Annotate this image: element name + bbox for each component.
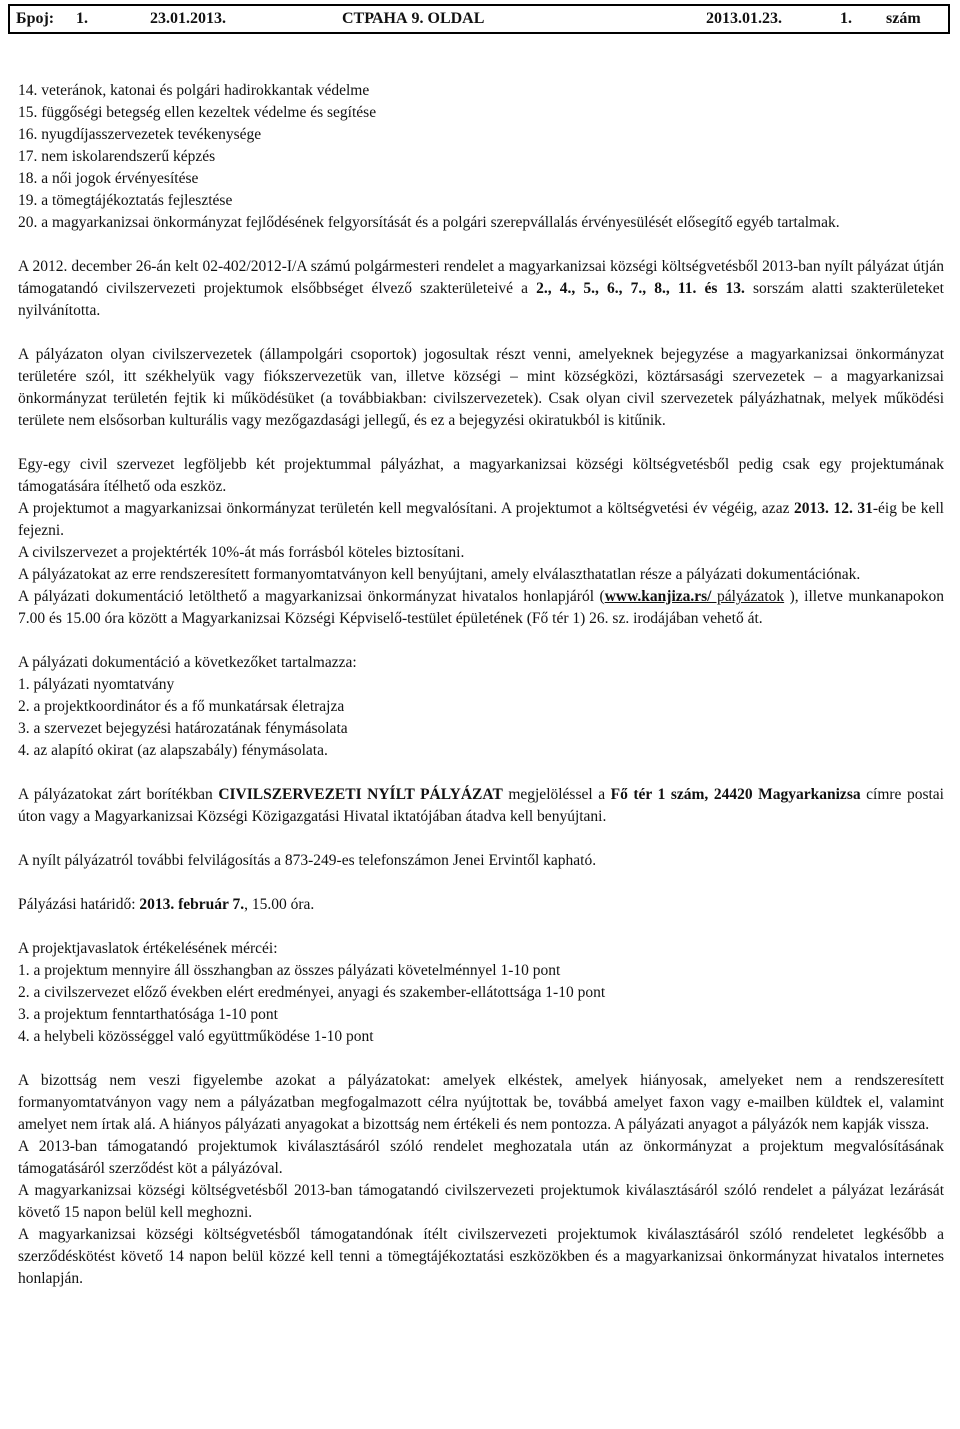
page-header (8, 4, 950, 34)
list-item: 19. a tömegtájékoztatás fejlesztése (18, 192, 233, 209)
list-item: 15. függőségi betegség ellen kezeltek védelme és segítése (18, 104, 377, 121)
list-item: 16. nyugdíjasszervezetek tevékenysége (18, 126, 262, 143)
list-item: 2. a civilszervezet előző években elért eredményei, anyagi és szakember-ellátottsága 1-10 pont (18, 984, 606, 1001)
field-list (18, 80, 944, 234)
header-page-label: СТРАНА 9. OLDAL (342, 10, 485, 27)
form-paragraph: A pályázatokat az erre rendszeresített formanyomtatványon kell benyújtani, amely elválaszthatatlan része a pályázati dokumentációnak. (18, 566, 861, 583)
download-paragraph: A pályázati dokumentáció letölthető a magyarkanizsai önkormányzat hivatalos honlapjáról (www.kanjiza.rs/ pályázatok ), illetve munkanapokon 7.00 és 15.00 óra között a Magyarkanizsai Községi Képviselő-testület épületének (Fő tér 1) 26. sz. irodájában vehető át. (18, 588, 944, 627)
list-item: 2. a projektkoordinátor és a fő munkatársak életrajza (18, 698, 345, 715)
list-item: 4. az alapító okirat (az alapszabály) fénymásolata. (18, 742, 328, 759)
header-broj-label: Број: (16, 10, 55, 27)
criteria-title: A projektjavaslatok értékelésének mércéi: (18, 940, 278, 957)
postal-address: Fő tér 1 szám, 24420 Magyarkanizsa (610, 786, 861, 803)
info-paragraph: A nyílt pályázatról további felvilágosítás a 873-249-es telefonszámon Jenei Ervintől kapható. (18, 852, 597, 869)
list-item: 1. pályázati nyomtatvány (18, 676, 175, 693)
website-link[interactable]: www.kanjiza.rs/ pályázatok (604, 588, 785, 605)
envelope-label: CIVILSZERVEZETI NYÍLT PÁLYÁZAT (218, 786, 503, 803)
list-item: 17. nem iskolarendszerű képzés (18, 148, 216, 165)
header-broj-number: 1. (76, 10, 88, 27)
list-item: 18. a női jogok érvényesítése (18, 170, 199, 187)
deadline-paragraph: Pályázási határidő: 2013. február 7., 15.00 óra. (18, 896, 315, 913)
list-item: 1. a projektum mennyire áll összhangban az összes pályázati követelménnyel 1-10 pont (18, 962, 561, 979)
documentation-title: A pályázati dokumentáció a következőket tartalmazza: (18, 654, 357, 671)
priority-fields: 2., 4., 5., 6., 7., 8., 11. és 13. (536, 280, 745, 297)
list-item: 3. a projektum fenntarthatósága 1-10 pont (18, 1006, 278, 1023)
max-projects-paragraph: Egy-egy civil szervezet legföljebb két projektummal pályázhat, a magyarkanizsai községi költségvetésből pedig csak egy projektumának támogatására ítélhető oda eszköz. (18, 456, 944, 495)
eligibility-paragraph: A pályázaton olyan civilszervezetek (állampolgári csoportok) jogosultak részt venni, amelyeknek bejegyzése a magyarkanizsai önkormányzat területére szól, itt székhelyük vagy fiókszervezetük van, illetve községi – mint községközi, köztársasági szervezetek – a magyarkanizsai önkormányzat területén fejtik ki működésüket (a továbbiakban: civilszervezetek). Csak olyan civil szervezetek pályázhatnak, melyek működési területe nem elsősorban kulturális vagy mezőgazdasági jellegű, és ez a bejegyzési okiratukból is kitűnik. (18, 346, 944, 429)
header-date-sr: 23.01.2013. (150, 10, 226, 27)
list-item: 20. a magyarkanizsai önkormányzat fejlődésének felgyorsítását és a polgári szerepvállalás érvényesülését elősegítő egyéb tartalmak. (18, 214, 840, 231)
cofunding-paragraph: A civilszervezet a projektérték 10%-át más forrásból köteles biztosítani. (18, 544, 465, 561)
document-body (18, 80, 944, 1290)
deadline-date: 2013. február 7. (139, 896, 245, 913)
submission-paragraph: A pályázatokat zárt borítékban CIVILSZERVEZETI NYÍLT PÁLYÁZAT megjelöléssel a Fő tér 1 szám, 24420 Magyarkanizsa címre postai úton vagy a Magyarkanizsai Községi Közigazgatási Hivatal iktatójában átadva kell benyújtani. (18, 786, 944, 825)
list-item: 4. a helybeli közösséggel való együttműködése 1-10 pont (18, 1028, 374, 1045)
rejection-paragraph: A bizottság nem veszi figyelembe azokat a pályázatokat: amelyek elkéstek, amelyek hiányosak, amelyeket nem a rendszeresített formanyomtatványon vagy nem a pályázatban megfogalmazott célra nyújtottak be, továbbá amelyet faxon vagy e-mailben küldtek el, valamint amelyet nem írtak alá. A hiányos pályázati anyagokat a bizottság nem értékeli és nem pontozza. A pályázati anyagot a pályázók nem kapják vissza. (18, 1072, 944, 1133)
realization-paragraph: A projektumot a magyarkanizsai önkormányzat területén kell megvalósítani. A projektumot a költségvetési év végéig, azaz 2013. 12. 31-éig be kell fejezni. (18, 500, 944, 539)
list-item: 14. veteránok, katonai és polgári hadirokkantak védelme (18, 82, 370, 99)
header-szam-label: szám (886, 10, 921, 27)
header-date-hu: 2013.01.23. (706, 10, 782, 27)
header-szam-number: 1. (840, 10, 852, 27)
contract-paragraph: A 2013-ban támogatandó projektumok kiválasztásáról szóló rendelet meghozatala után az önkormányzat a projektum megvalósításának támogatásáról szerződést köt a pályázóval. (18, 1138, 944, 1177)
decree-paragraph: A 2012. december 26-án kelt 02-402/2012-I/A számú polgármesteri rendelet a magyarkanizsai községi költségvetésből 2013-ban nyílt pályázat útján támogatandó civilszervezeti projektumok elsőbbséget élvező szakterületeivé a 2., 4., 5., 6., 7., 8., 11. és 13. sorszám alatti szakterületeket nyilvánította. (18, 258, 944, 319)
list-item: 3. a szervezet bejegyzési határozatának fénymásolata (18, 720, 348, 737)
publication-paragraph: A magyarkanizsai községi költségvetésből támogatandónak ítélt civilszervezeti projektumok kiválasztásáról szóló rendeletet legkésőbb a szerződéskötést követő 14 napon belül közzé kell tenni a tömegtájékoztatási eszközökben és a magyarkanizsai önkormányzat hivatalos internetes honlapján. (18, 1226, 944, 1287)
decision-paragraph: A magyarkanizsai községi költségvetésből 2013-ban támogatandó civilszervezeti projektumok kiválasztásáról szóló rendelet a pályázat lezárását követő 15 napon belül kell meghozni. (18, 1182, 944, 1221)
completion-date: 2013. 12. 31 (794, 500, 873, 517)
